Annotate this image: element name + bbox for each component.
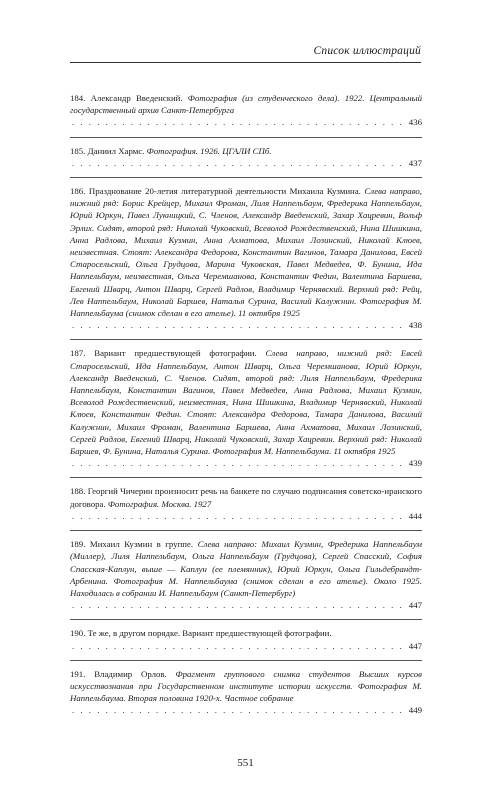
illustration-entry bbox=[70, 177, 422, 339]
entry-description: Фрагмент группового снимка студентов Высших курсов искусствознания при Государственном институте истории искусств. Фотография М. Наппельбаума. Вторая половина 1920-х. Частное собрание bbox=[70, 668, 422, 704]
entry-number: 190. bbox=[70, 628, 86, 639]
entry-page-number: 437 bbox=[408, 157, 422, 168]
entry-page-number: 439 bbox=[408, 458, 422, 469]
entry-page-number: 444 bbox=[408, 510, 422, 521]
dot-leader bbox=[72, 704, 407, 716]
entry-description: Слева направо, нижний ряд: Борис Крейцер, Михаил Фроман, Лиля Наппельбаум, Фредерика Наппельбаум, Юрий Юркун, Павел Лукницкий, С. Членов, Александр Введенский, Захар Хацревин, Вольф Эрлих. Сидят, второй ряд: Николай Чуковский, Всеволод Рождественский, Нина Шишкина, Анна Радлова, Михаил Кузмин, Анна Ахматова, Михаил Лозинский, Николай Клюев, неизвестная. Стоят: Александра Федорова, Константин Вагинов, Тамара Данилова, Евсей Старосельский, Ольга Грудцова, Марина Чуковская, Павел Медведев, Ф. Бунина, Ида Наппельбаум, неизвестная, Ольга Черемшанова, Константин Федин, Валентина Баршева, Евгений Шварц, Антон Шварц, Сергей Радлов, Владимир Чернявский. Верхний ряд: Рейц, Лев Наппельбаум, Николай Баршев, Наталья Сурина, Василий Калужнин. Фотография М. Наппельбаума (снимок сделан в его ателье). 11 октября 1925 bbox=[70, 186, 423, 319]
dot-leader bbox=[72, 599, 407, 611]
entry-title: Празднование 20-летия литературной деятельности Михаила Кузмина. bbox=[88, 186, 361, 197]
illustration-entry bbox=[70, 137, 422, 177]
entry-description: Фотография. Москва. 1927 bbox=[107, 498, 212, 509]
entry-page-number: 436 bbox=[408, 117, 422, 128]
entry-description: Слева направо, нижний ряд: Евсей Старосельский, Ида Наппельбаум, Антон Шварц, Ольга Черемшанова, Юрий Юркун, Александр Введенский, С. Членов. Сидят, второй ряд: Лиля Наппельбаум, Фредерика Наппельбаум, Константин Вагинов, Павел Медведев, Анна Радлова, Михаил Кузмин, Всеволод Рождественский, неизвестная, Нина Шишкина, Владимир Чернявский, Николай Клюев, Константин Федин. Стоят: Александра Федорова, Тамара Данилова, Василий Калужнин, Михаил Фроман, Валентина Баршева, Анна Ахматова, Михаил Лозинский, Сергей Радлов, Евгений Шварц, Николай Чуковский, Захар Хацревин. Верхний ряд: Николай Баршев, Ф. Бунина, Наталья Сурина. Фотография М. Наппельбаума. 11 октября 1925 bbox=[70, 348, 423, 457]
illustration-entry bbox=[70, 92, 422, 137]
entry-title: Вариант предшествующей фотографии. bbox=[94, 348, 257, 359]
entry-title: Даниил Хармс. bbox=[87, 145, 145, 156]
entry-page-number: 447 bbox=[408, 600, 422, 611]
entry-page-number: 449 bbox=[408, 705, 422, 716]
entry-page-number: 438 bbox=[408, 320, 422, 331]
entry-title: Те же, в другом порядке. Вариант предшествующей фотографии. bbox=[87, 628, 332, 639]
dot-leader bbox=[72, 510, 407, 522]
entry-title: Александр Введенский. bbox=[90, 93, 183, 103]
entry-title: Владимир Орлов. bbox=[94, 668, 167, 679]
illustration-entry bbox=[70, 477, 422, 530]
dot-leader bbox=[72, 157, 407, 169]
running-head: Список иллюстраций bbox=[313, 45, 421, 57]
illustration-entry bbox=[70, 619, 422, 659]
dot-leader bbox=[72, 457, 407, 469]
entry-number: 185. bbox=[70, 145, 86, 156]
entry-number: 187. bbox=[70, 348, 86, 359]
entry-number: 188. bbox=[70, 486, 86, 497]
illustration-entry bbox=[70, 660, 422, 725]
entry-title: Георгий Чичерин произносит речь на банкете по случаю подписания советско-иранского договора. bbox=[70, 486, 422, 509]
entry-description: Фотография (из студенческого дела). 1922. Центральный государственный архив Санкт-Петербурга bbox=[70, 93, 423, 116]
entry-number: 186. bbox=[70, 186, 86, 197]
dot-leader bbox=[72, 640, 407, 652]
entry-number: 189. bbox=[70, 539, 86, 550]
entry-number: 184. bbox=[70, 93, 86, 103]
header-rule bbox=[70, 62, 421, 63]
illustration-list bbox=[70, 92, 422, 725]
illustration-entry bbox=[70, 530, 422, 619]
entry-title: Михаил Кузмин в группе. bbox=[89, 539, 194, 550]
entry-description: Фотография. 1926. ЦГАЛИ СПб. bbox=[146, 145, 272, 156]
entry-page-number: 447 bbox=[408, 640, 422, 651]
dot-leader bbox=[72, 116, 407, 128]
illustration-entry bbox=[70, 339, 422, 477]
entry-description: Слева направо: Михаил Кузмин, Фредерика Наппельбаум (Миллер), Лиля Наппельбаум, Ольга Наппельбаум (Грудцова), Сергей Спасский, София Спасская-Каплун, выше — Каплун (ее племянник), Юрий Юркун, Ольга Гильдебрандт-Арбенина. Фотография М. Наппельбаума (снимок сделан в его ателье). Около 1925. Находилась в собрании И. Наппельбаум (Санкт-Петербург) bbox=[70, 539, 423, 598]
dot-leader bbox=[72, 319, 407, 331]
entry-number: 191. bbox=[70, 668, 86, 679]
page-number: 551 bbox=[237, 757, 254, 769]
